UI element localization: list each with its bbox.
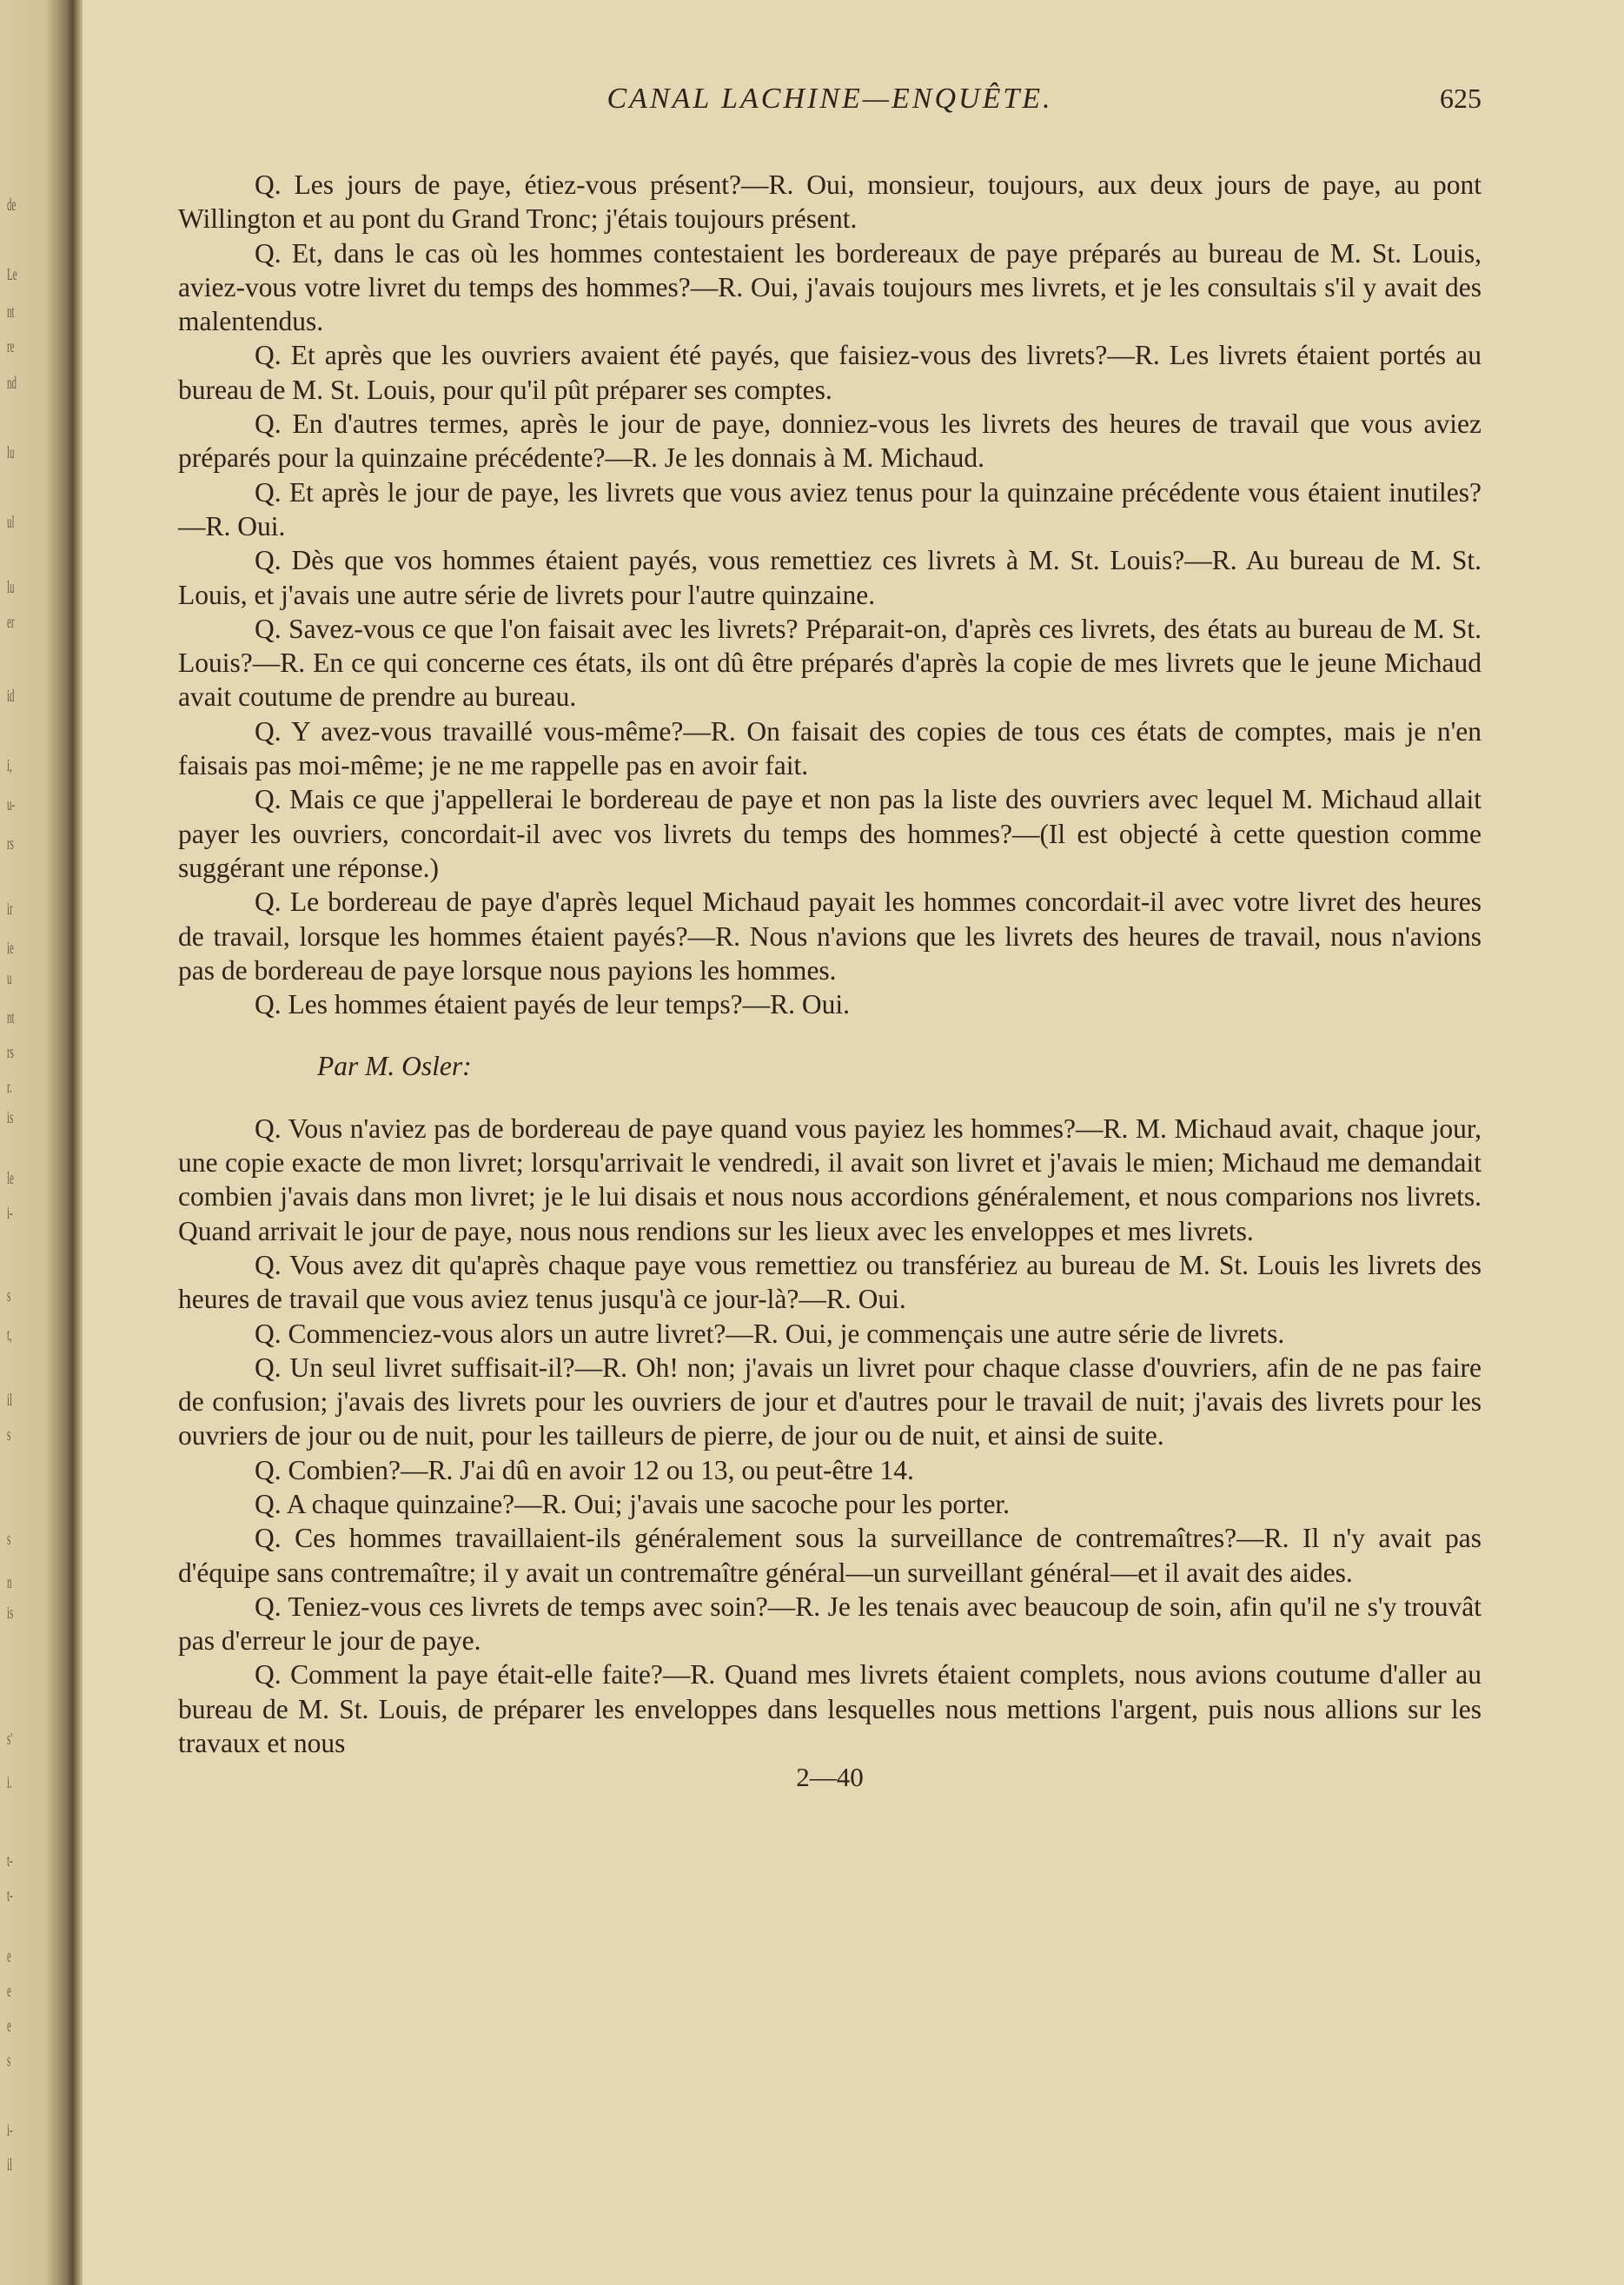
paragraph: Q. Le bordereau de paye d'après lequel Michaud payait les hommes concordait-il avec votre livret des heures de travail, lorsque les hommes étaient payés?—R. Nous n'avions que les livrets des heures de travail, nous n'avions pas de bordereau de paye lorsque nous payions les hommes.	[178, 887, 1481, 986]
margin-bleed-fragment: le	[7, 1169, 14, 1188]
margin-bleed-fragment: e	[7, 2016, 11, 2036]
margin-bleed-fragment: s	[7, 1425, 11, 1445]
margin-bleed-fragment: re	[7, 337, 15, 356]
margin-bleed-fragment: is	[7, 1108, 14, 1127]
paragraph: Q. Y avez-vous travaillé vous-même?—R. On faisait des copies de tous ces états de comptes, mais je n'en faisais pas moi-même; je ne me rappelle pas en avoir fait.	[178, 715, 1481, 781]
paragraph: Q. Teniez-vous ces livrets de temps avec soin?—R. Je les tenais avec beaucoup de soin, afin qu'il ne s'y trouvât pas d'erreur le jour de paye.	[178, 1591, 1481, 1657]
margin-bleed-fragment: Le	[7, 265, 17, 284]
body-after	[178, 1112, 1481, 1761]
margin-bleed-fragment: e	[7, 1947, 11, 1966]
margin-bleed-fragment: ir	[7, 900, 13, 919]
running-head: CANAL LACHINE—ENQUÊTE.	[607, 83, 1053, 115]
paragraph: Q. Les hommes étaient payés de leur temps?—R. Oui.	[255, 989, 850, 1020]
paragraph: Q. Comment la paye était-elle faite?—R. Quand mes livrets étaient complets, nous avions coutume d'aller au bureau de M. St. Louis, de préparer les enveloppes dans lesquelles nous mettions l'argent, puis nous allions sur les travaux et nous	[178, 1659, 1481, 1759]
margin-bleed-fragment: t,	[7, 1325, 12, 1345]
margin-bleed-fragment: is	[7, 1604, 14, 1623]
page-number: 625	[1440, 83, 1481, 114]
paragraph: Q. Et après que les ouvriers avaient été payés, que faisiez-vous des livrets?—R. Les livrets étaient portés au bureau de M. St. Louis, pour qu'il pût préparer ses comptes.	[178, 340, 1481, 405]
margin-bleed-fragment: lu	[7, 443, 15, 462]
margin-bleed-fragment: u	[7, 969, 12, 988]
paragraph: Q. Savez-vous ce que l'on faisait avec les livrets? Préparait-on, d'après ces livrets, des états au bureau de M. St. Louis?—R. En ce qui concerne ces états, ils ont dû être préparés d'après la copie de mes livrets que le jeune Michaud avait coutume de prendre au bureau.	[178, 613, 1481, 713]
signature-mark: 2—40	[796, 1762, 864, 1793]
paragraph: Q. En d'autres termes, après le jour de paye, donniez-vous les livrets des heures de travail que vous aviez préparés pour la quinzaine précédente?—R. Je les donnais à M. Michaud.	[178, 409, 1481, 474]
paragraph: Q. Dès que vos hommes étaient payés, vous remettiez ces livrets à M. St. Louis?—R. Au bureau de M. St. Louis, et j'avais une autre série de livrets pour l'autre quinzaine.	[178, 545, 1481, 610]
margin-bleed-fragment: s'	[7, 1730, 13, 1749]
paragraph: Q. Et, dans le cas où les hommes contestaient les bordereaux de paye préparés au bureau de M. St. Louis, aviez-vous votre livret du temps des hommes?—R. Oui, j'avais toujours mes livrets, et je les consultais s'il y avait des malentendus.	[178, 237, 1481, 337]
margin-bleed-fragment: lu	[7, 578, 15, 597]
paragraph: Q. A chaque quinzaine?—R. Oui; j'avais une sacoche pour les porter.	[255, 1488, 1011, 1519]
margin-bleed-fragment: i,	[7, 756, 12, 775]
margin-bleed-fragment: e	[7, 1982, 11, 2001]
page-header	[178, 83, 1481, 135]
margin-bleed-fragment: nt	[7, 302, 15, 322]
margin-bleed-fragment: rs	[7, 1043, 14, 1062]
margin-bleed-fragment: rs	[7, 834, 14, 854]
margin-bleed-fragment: il	[7, 1391, 13, 1410]
margin-bleed-fragment: s	[7, 1530, 11, 1549]
margin-bleed-fragment: i.	[7, 1773, 12, 1792]
speaker-heading: Par M. Osler:	[317, 1051, 472, 1082]
margin-bleed-fragment: r.	[7, 1078, 12, 1097]
paragraph: Q. Vous n'aviez pas de bordereau de paye quand vous payiez les hommes?—R. M. Michaud avait, chaque jour, une copie exacte de mon livret; lorsqu'arrivait le vendredi, il avait son livret et j'avais le mien; Michaud me demandait combien j'avais dans mon livret; je le lui disais et nous nous accordions généralement, et nous comparions nos livrets. Quand arrivait le jour de paye, nous nous rendions sur les lieux avec les enveloppes et mes livrets.	[178, 1113, 1481, 1246]
margin-bleed-fragment: i-	[7, 1204, 13, 1223]
paragraph: Q. Combien?—R. J'ai dû en avoir 12 ou 13, ou peut-être 14.	[255, 1454, 914, 1485]
paragraph: Q. Un seul livret suffisait-il?—R. Oh! non; j'avais un livret pour chaque classe d'ouvriers, afin de ne pas faire de confusion; j'avais des livrets pour les ouvriers de jour et d'autres pour le travail de nuit; j'avais des livrets pour les ouvriers de jour ou de nuit, pour les tailleurs de pierre, de jour ou de nuit, et ainsi de suite.	[178, 1352, 1481, 1451]
margin-bleed-fragment: id	[7, 687, 15, 706]
margin-bleed-fragment: n	[7, 1573, 12, 1592]
paragraph: Q. Et après le jour de paye, les livrets que vous aviez tenus pour la quinzaine précédente vous étaient inutiles?—R. Oui.	[178, 476, 1481, 541]
body-before	[178, 168, 1481, 1021]
page	[178, 83, 1481, 1794]
paragraph: Q. Les jours de paye, étiez-vous présent?—R. Oui, monsieur, toujours, aux deux jours de paye, au pont Willington et au pont du Grand Tronc; j'étais toujours présent.	[178, 169, 1481, 235]
margin-bleed-fragment: i-	[7, 2121, 13, 2140]
margin-bleed-fragment: ul	[7, 513, 15, 532]
margin-bleed-fragment: u-	[7, 795, 16, 814]
margin-bleed-fragment: nt	[7, 1008, 15, 1027]
margin-bleed-fragment: s	[7, 2051, 11, 2070]
margin-bleed-fragment: de	[7, 196, 17, 215]
margin-bleed-fragment: ie	[7, 939, 14, 958]
margin-bleed-fragment: nd	[7, 374, 17, 393]
paragraph: Q. Mais ce que j'appellerai le bordereau de paye et non pas la liste des ouvriers avec lequel M. Michaud allait payer les ouvriers, concordait-il avec vos livrets du temps des hommes?—(Il est objecté à cette question comme suggérant une réponse.)	[178, 784, 1481, 883]
margin-bleed-fragment: s	[7, 1286, 11, 1305]
margin-bleed-fragment: t-	[7, 1886, 13, 1905]
paragraph: Q. Ces hommes travaillaient-ils généralement sous la surveillance de contremaîtres?—R. Il n'y avait pas d'équipe sans contremaître; il y avait un contremaître général—un surveillant général—et il avait des aides.	[178, 1523, 1481, 1588]
margin-bleed-fragment: il	[7, 2155, 13, 2175]
margin-bleed-fragment: er	[7, 613, 15, 632]
margin-bleed-fragment: t-	[7, 1851, 13, 1870]
paragraph: Q. Commenciez-vous alors un autre livret?—R. Oui, je commençais une autre série de livrets.	[255, 1318, 1285, 1349]
paragraph: Q. Vous avez dit qu'après chaque paye vous remettiez ou transfériez au bureau de M. St. Louis les livrets des heures de travail que vous aviez tenus jusqu'à ce jour-là?—R. Oui.	[178, 1249, 1481, 1315]
